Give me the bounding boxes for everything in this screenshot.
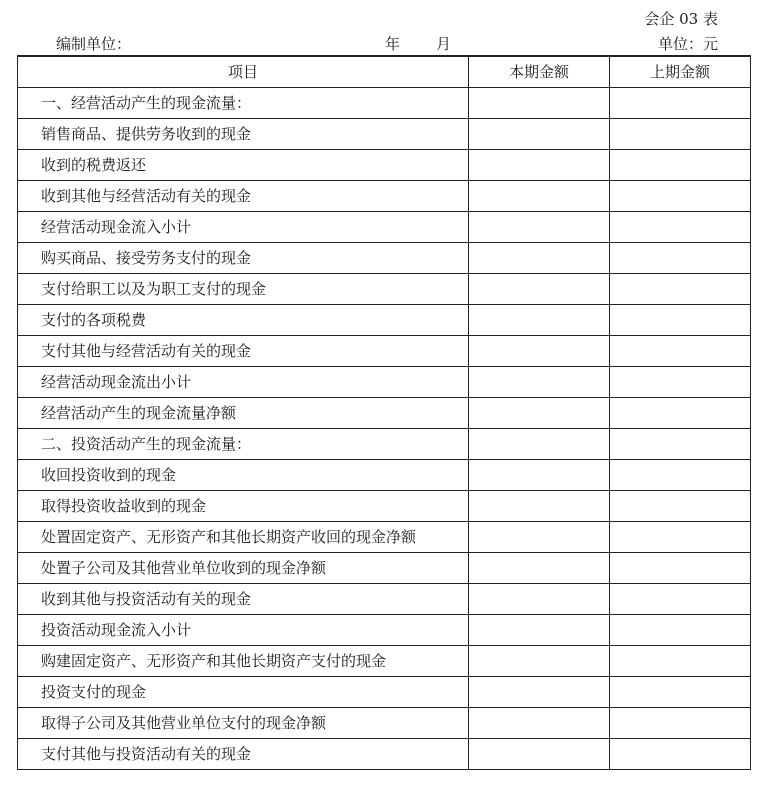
table-row	[18, 150, 751, 181]
current-amount-cell[interactable]	[469, 739, 610, 770]
row-item-label: 取得子公司及其他营业单位支付的现金净额	[18, 708, 469, 739]
previous-amount-cell[interactable]	[610, 243, 751, 274]
row-item-label: 投资支付的现金	[18, 677, 469, 708]
table-body	[18, 88, 751, 770]
current-amount-cell[interactable]	[469, 181, 610, 212]
current-amount-cell[interactable]	[469, 398, 610, 429]
previous-amount-cell[interactable]	[610, 491, 751, 522]
previous-amount-cell[interactable]	[610, 677, 751, 708]
table-row	[18, 739, 751, 770]
previous-amount-cell[interactable]	[610, 367, 751, 398]
previous-amount-cell[interactable]	[610, 739, 751, 770]
current-amount-cell[interactable]	[469, 336, 610, 367]
table-row	[18, 119, 751, 150]
column-header-item: 项目	[18, 56, 469, 88]
form-code: 会企 03 表	[644, 10, 718, 28]
org-label: 编制单位：	[56, 35, 132, 53]
current-amount-cell[interactable]	[469, 522, 610, 553]
row-item-label: 经营活动产生的现金流量净额	[18, 398, 469, 429]
row-item-label: 收到其他与经营活动有关的现金	[18, 181, 469, 212]
report-meta-row	[0, 33, 760, 53]
row-item-label: 支付其他与经营活动有关的现金	[18, 336, 469, 367]
row-item-label: 收到其他与投资活动有关的现金	[18, 584, 469, 615]
current-amount-cell[interactable]	[469, 708, 610, 739]
current-amount-cell[interactable]	[469, 553, 610, 584]
row-item-label: 收回投资收到的现金	[18, 460, 469, 491]
table-row	[18, 429, 751, 460]
row-item-label: 收到的税费返还	[18, 150, 469, 181]
current-amount-cell[interactable]	[469, 88, 610, 119]
current-amount-cell[interactable]	[469, 460, 610, 491]
table-row	[18, 708, 751, 739]
table-row	[18, 615, 751, 646]
previous-amount-cell[interactable]	[610, 429, 751, 460]
current-amount-cell[interactable]	[469, 584, 610, 615]
row-item-label: 取得投资收益收到的现金	[18, 491, 469, 522]
row-item-label: 处置子公司及其他营业单位收到的现金净额	[18, 553, 469, 584]
row-item-label: 一、经营活动产生的现金流量：	[18, 88, 469, 119]
current-amount-cell[interactable]	[469, 646, 610, 677]
current-amount-cell[interactable]	[469, 243, 610, 274]
table-row	[18, 212, 751, 243]
current-amount-cell[interactable]	[469, 677, 610, 708]
column-header-current-amount: 本期金额	[469, 56, 610, 88]
previous-amount-cell[interactable]	[610, 646, 751, 677]
current-amount-cell[interactable]	[469, 274, 610, 305]
current-amount-cell[interactable]	[469, 615, 610, 646]
table-row	[18, 460, 751, 491]
previous-amount-cell[interactable]	[610, 336, 751, 367]
table-row	[18, 243, 751, 274]
previous-amount-cell[interactable]	[610, 305, 751, 336]
previous-amount-cell[interactable]	[610, 584, 751, 615]
row-item-label: 投资活动现金流入小计	[18, 615, 469, 646]
row-item-label: 购建固定资产、无形资产和其他长期资产支付的现金	[18, 646, 469, 677]
table-row	[18, 274, 751, 305]
previous-amount-cell[interactable]	[610, 615, 751, 646]
current-amount-cell[interactable]	[469, 491, 610, 522]
table-row	[18, 677, 751, 708]
row-item-label: 二、投资活动产生的现金流量：	[18, 429, 469, 460]
previous-amount-cell[interactable]	[610, 553, 751, 584]
previous-amount-cell[interactable]	[610, 150, 751, 181]
row-item-label: 支付其他与投资活动有关的现金	[18, 739, 469, 770]
previous-amount-cell[interactable]	[610, 88, 751, 119]
previous-amount-cell[interactable]	[610, 212, 751, 243]
current-amount-cell[interactable]	[469, 305, 610, 336]
table-row	[18, 646, 751, 677]
table-row	[18, 181, 751, 212]
month-label: 月	[436, 35, 452, 53]
row-item-label: 经营活动现金流入小计	[18, 212, 469, 243]
table-row	[18, 522, 751, 553]
previous-amount-cell[interactable]	[610, 398, 751, 429]
column-header-previous-amount: 上期金额	[610, 56, 751, 88]
previous-amount-cell[interactable]	[610, 460, 751, 491]
current-amount-cell[interactable]	[469, 119, 610, 150]
table-row	[18, 305, 751, 336]
year-label: 年	[385, 35, 401, 53]
row-item-label: 经营活动现金流出小计	[18, 367, 469, 398]
previous-amount-cell[interactable]	[610, 274, 751, 305]
table-row	[18, 491, 751, 522]
table-row	[18, 553, 751, 584]
table-row	[18, 336, 751, 367]
current-amount-cell[interactable]	[469, 429, 610, 460]
current-amount-cell[interactable]	[469, 367, 610, 398]
table-row	[18, 88, 751, 119]
table-row	[18, 367, 751, 398]
header-row	[18, 56, 751, 88]
row-item-label: 处置固定资产、无形资产和其他长期资产收回的现金净额	[18, 522, 469, 553]
current-amount-cell[interactable]	[469, 212, 610, 243]
table-row	[18, 398, 751, 429]
previous-amount-cell[interactable]	[610, 181, 751, 212]
row-item-label: 支付的各项税费	[18, 305, 469, 336]
cash-flow-statement-table	[17, 55, 751, 770]
previous-amount-cell[interactable]	[610, 522, 751, 553]
row-item-label: 支付给职工以及为职工支付的现金	[18, 274, 469, 305]
table-row	[18, 584, 751, 615]
row-item-label: 销售商品、提供劳务收到的现金	[18, 119, 469, 150]
row-item-label: 购买商品、接受劳务支付的现金	[18, 243, 469, 274]
current-amount-cell[interactable]	[469, 150, 610, 181]
previous-amount-cell[interactable]	[610, 708, 751, 739]
unit-label: 单位：元	[657, 35, 718, 53]
previous-amount-cell[interactable]	[610, 119, 751, 150]
